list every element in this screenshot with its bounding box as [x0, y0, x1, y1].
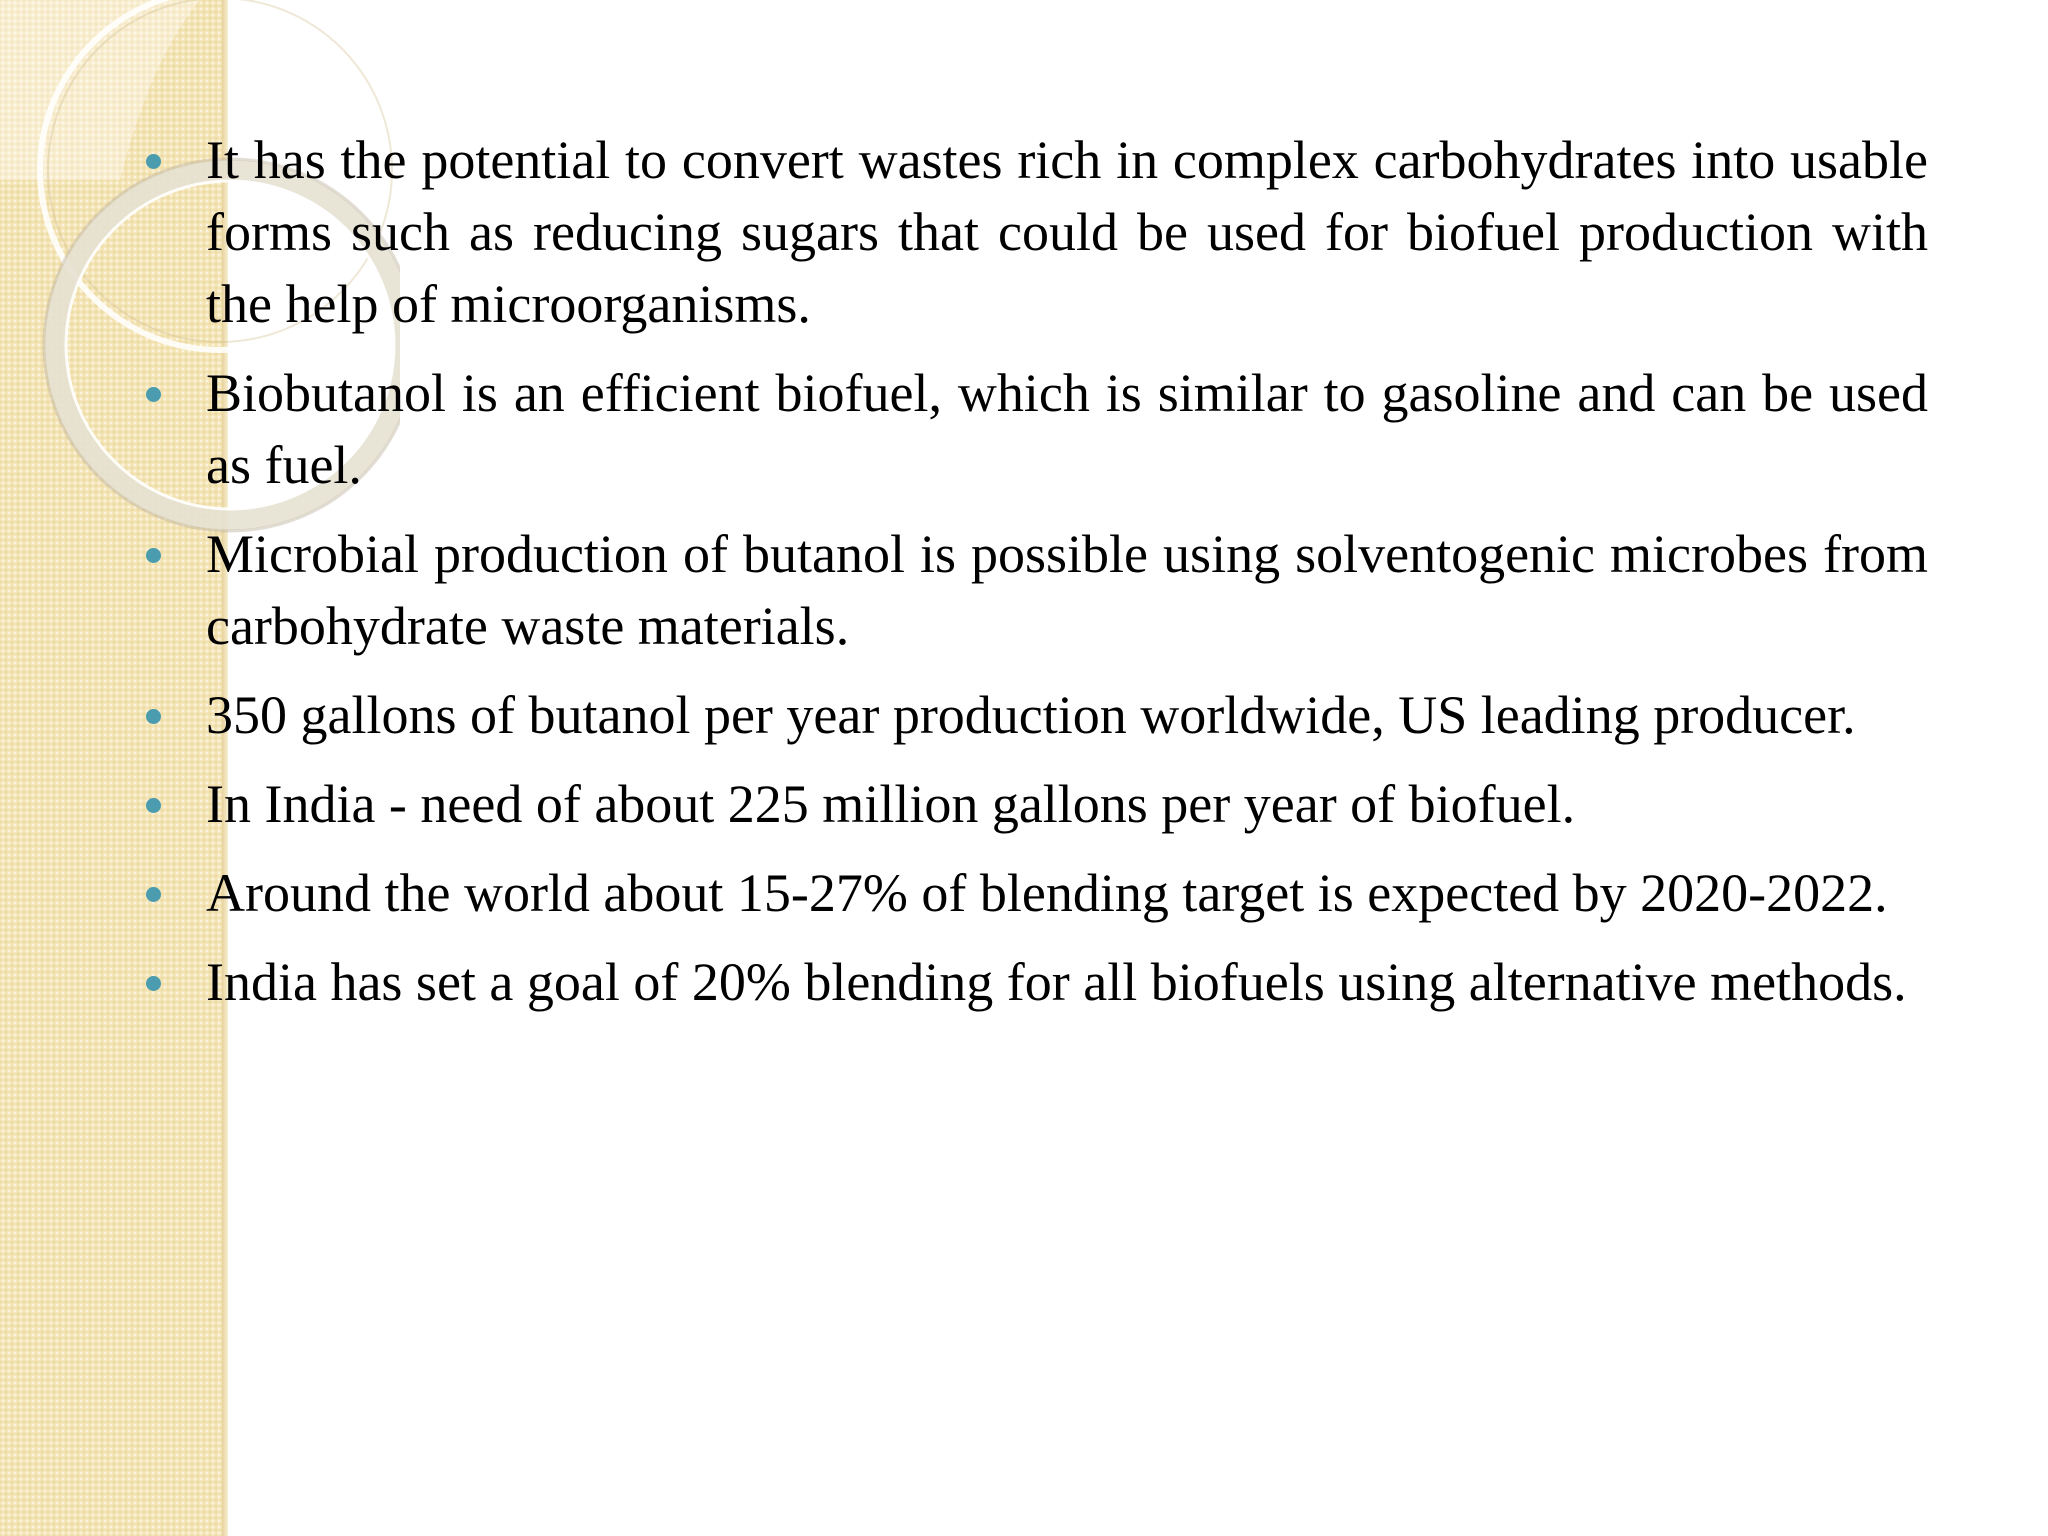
bullet-item: [140, 124, 1928, 340]
bullet-item: [140, 857, 1928, 929]
bullet-dot-icon: [146, 798, 161, 813]
bullet-text: 350 gallons of butanol per year production worldwide, US leading producer.: [206, 685, 1856, 745]
bullet-text: Microbial production of butanol is possible using solventogenic microbes from carbohydrate waste materials.: [206, 524, 1928, 656]
bullet-dot-icon: [146, 548, 161, 563]
bullet-text: Biobutanol is an efficient biofuel, which is similar to gasoline and can be used as fuel.: [206, 363, 1928, 495]
bullet-item: [140, 518, 1928, 662]
bullet-item: [140, 946, 1928, 1018]
bullet-text: Around the world about 15-27% of blending target is expected by 2020-2022.: [206, 863, 1888, 923]
bullet-list: [140, 124, 1928, 1018]
bullet-dot-icon: [146, 887, 161, 902]
bullet-text: In India - need of about 225 million gallons per year of biofuel.: [206, 774, 1576, 834]
bullet-text: It has the potential to convert wastes rich in complex carbohydrates into usable forms such as reducing sugars that could be used for biofuel production with the help of microorganisms.: [206, 130, 1928, 334]
bullet-dot-icon: [146, 387, 161, 402]
bullet-item: [140, 679, 1928, 751]
bullet-dot-icon: [146, 154, 161, 169]
bullet-item: [140, 768, 1928, 840]
bullet-dot-icon: [146, 976, 161, 991]
bullet-dot-icon: [146, 709, 161, 724]
slide-content: [140, 124, 1928, 1035]
bullet-item: [140, 357, 1928, 501]
bullet-text: India has set a goal of 20% blending for all biofuels using alternative methods.: [206, 952, 1907, 1012]
